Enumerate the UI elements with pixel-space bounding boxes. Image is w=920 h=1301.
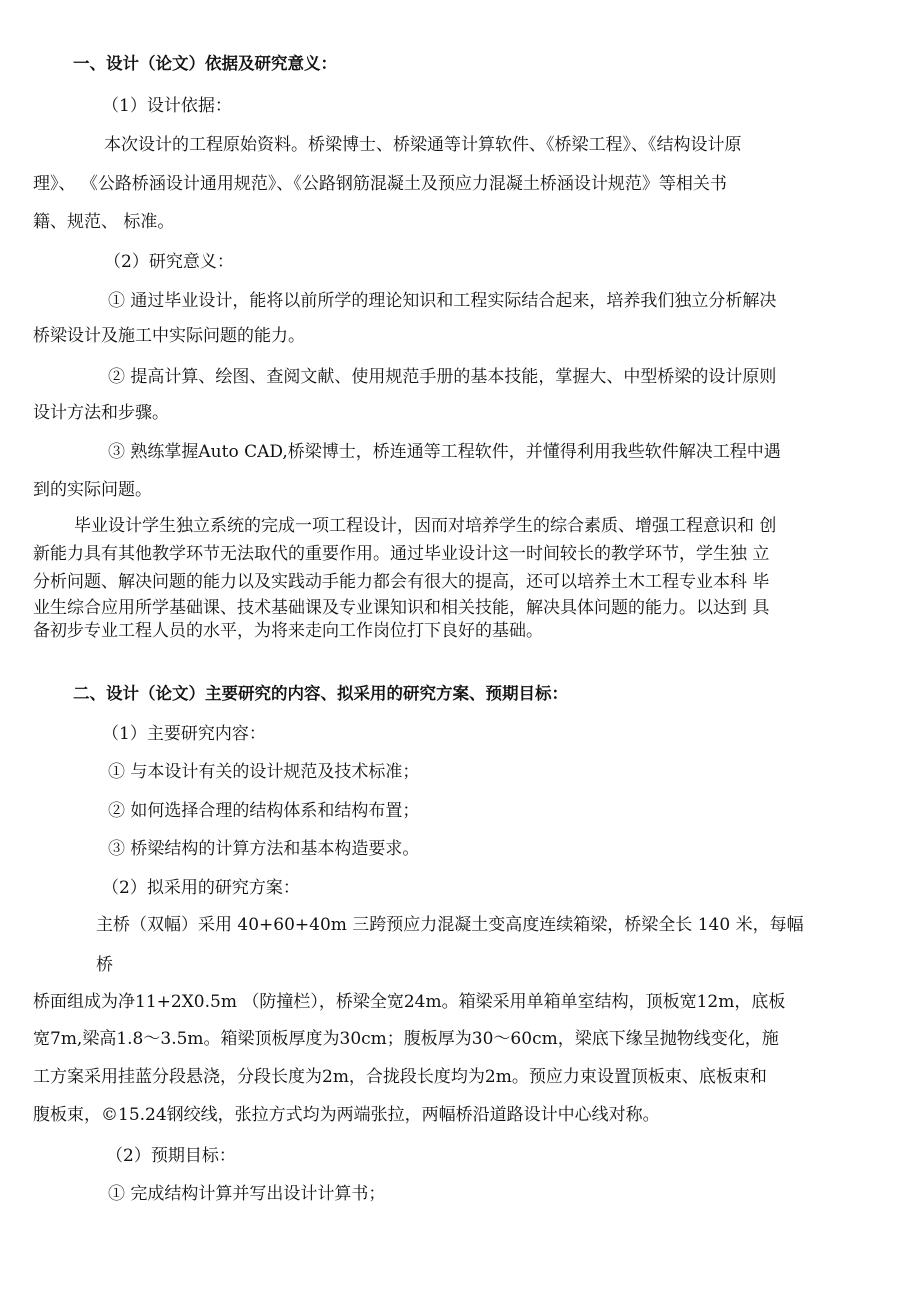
significance-item-2-line-2: 设计方法和步骤。 — [33, 403, 169, 423]
plan-line-1: 主桥（双幅）采用 40+60+40m 三跨预应力混凝土变高度连续箱梁，桥梁全长 140 米，每幅 — [96, 915, 804, 935]
content-item-3: ③ 桥梁结构的计算方法和基本构造要求。 — [108, 839, 420, 859]
significance-item-2-line-1: ② 提高计算、绘图、查阅文献、使用规范手册的基本技能，掌握大、中型桥梁的设计原则 — [108, 367, 777, 387]
goals-item-1: ① 完成结构计算并写出设计计算书； — [108, 1184, 386, 1204]
goals-label: （2）预期目标： — [106, 1146, 236, 1166]
basis-line-2: 理》、 《公路桥涵设计通用规范》、《公路钢筋混凝土及预应力混凝土桥涵设计规范》等相关书 — [33, 174, 727, 194]
content-item-1: ① 与本设计有关的设计规范及技术标准； — [108, 762, 420, 782]
basis-label: （1）设计依据： — [102, 96, 232, 116]
summary-line-1: 毕业设计学生独立系统的完成一项工程设计，因而对培养学生的综合素质、增强工程意识和 创 — [74, 516, 777, 536]
plan-line-2: 桥 — [96, 955, 113, 975]
summary-line-2: 新能力具有其他教学环节无法取代的重要作用。通过毕业设计这一时间较长的教学环节，学生独 立 — [33, 544, 770, 564]
summary-line-5: 备初步专业工程人员的水平，为将来走向工作岗位打下良好的基础。 — [33, 621, 543, 641]
plan-line-4: 宽7m,梁高1.8～3.5m。箱梁顶板厚度为30cm；腹板厚为30～60cm，梁底下缘呈抛物线变化，施 — [33, 1029, 779, 1049]
summary-line-4: 业生综合应用所学基础课、技术基础课及专业课知识和相关技能，解决具体问题的能力。以达到 具 — [33, 598, 770, 618]
plan-line-3: 桥面组成为净11+2X0.5m （防撞栏），桥梁全宽24m。箱梁采用单箱单室结构，顶板宽12m，底板 — [33, 992, 786, 1012]
plan-line-5: 工方案采用挂蓝分段悬浇，分段长度为2m，合拢段长度均为2m。预应力束设置顶板束、底板束和 — [33, 1067, 767, 1087]
significance-item-1-line-2: 桥梁设计及施工中实际问题的能力。 — [33, 326, 305, 346]
basis-line-1: 本次设计的工程原始资料。桥梁博士、桥梁通等计算软件、《桥梁工程》、《结构设计原 — [104, 135, 742, 155]
significance-item-3-line-2: 到的实际问题。 — [33, 480, 152, 500]
basis-line-3: 籍、规范、 标准。 — [33, 212, 175, 232]
content-label: （1）主要研究内容： — [102, 724, 266, 744]
section-2-heading: 二、设计（论文）主要研究的内容、拟采用的研究方案、预期目标： — [73, 684, 568, 703]
section-1-heading: 一、设计（论文）依据及研究意义： — [73, 54, 337, 73]
significance-item-3-line-1: ③ 熟练掌握Auto CAD,桥梁博士，桥连通等工程软件，并懂得利用我些软件解决工程中遇 — [108, 442, 781, 462]
content-item-2: ② 如何选择合理的结构体系和结构布置； — [108, 801, 420, 821]
significance-item-1-line-1: ① 通过毕业设计，能将以前所学的理论知识和工程实际结合起来，培养我们独立分析解决 — [108, 291, 777, 311]
significance-label: （2）研究意义： — [104, 252, 234, 272]
summary-line-3: 分析问题、解决问题的能力以及实践动手能力都会有很大的提高，还可以培养土木工程专业本科 毕 — [33, 572, 770, 592]
plan-label: （2）拟采用的研究方案： — [102, 878, 300, 898]
plan-line-6: 腹板束，©15.24钢绞线，张拉方式均为两端张拉，两幅桥沿道路设计中心线对称。 — [33, 1105, 660, 1125]
